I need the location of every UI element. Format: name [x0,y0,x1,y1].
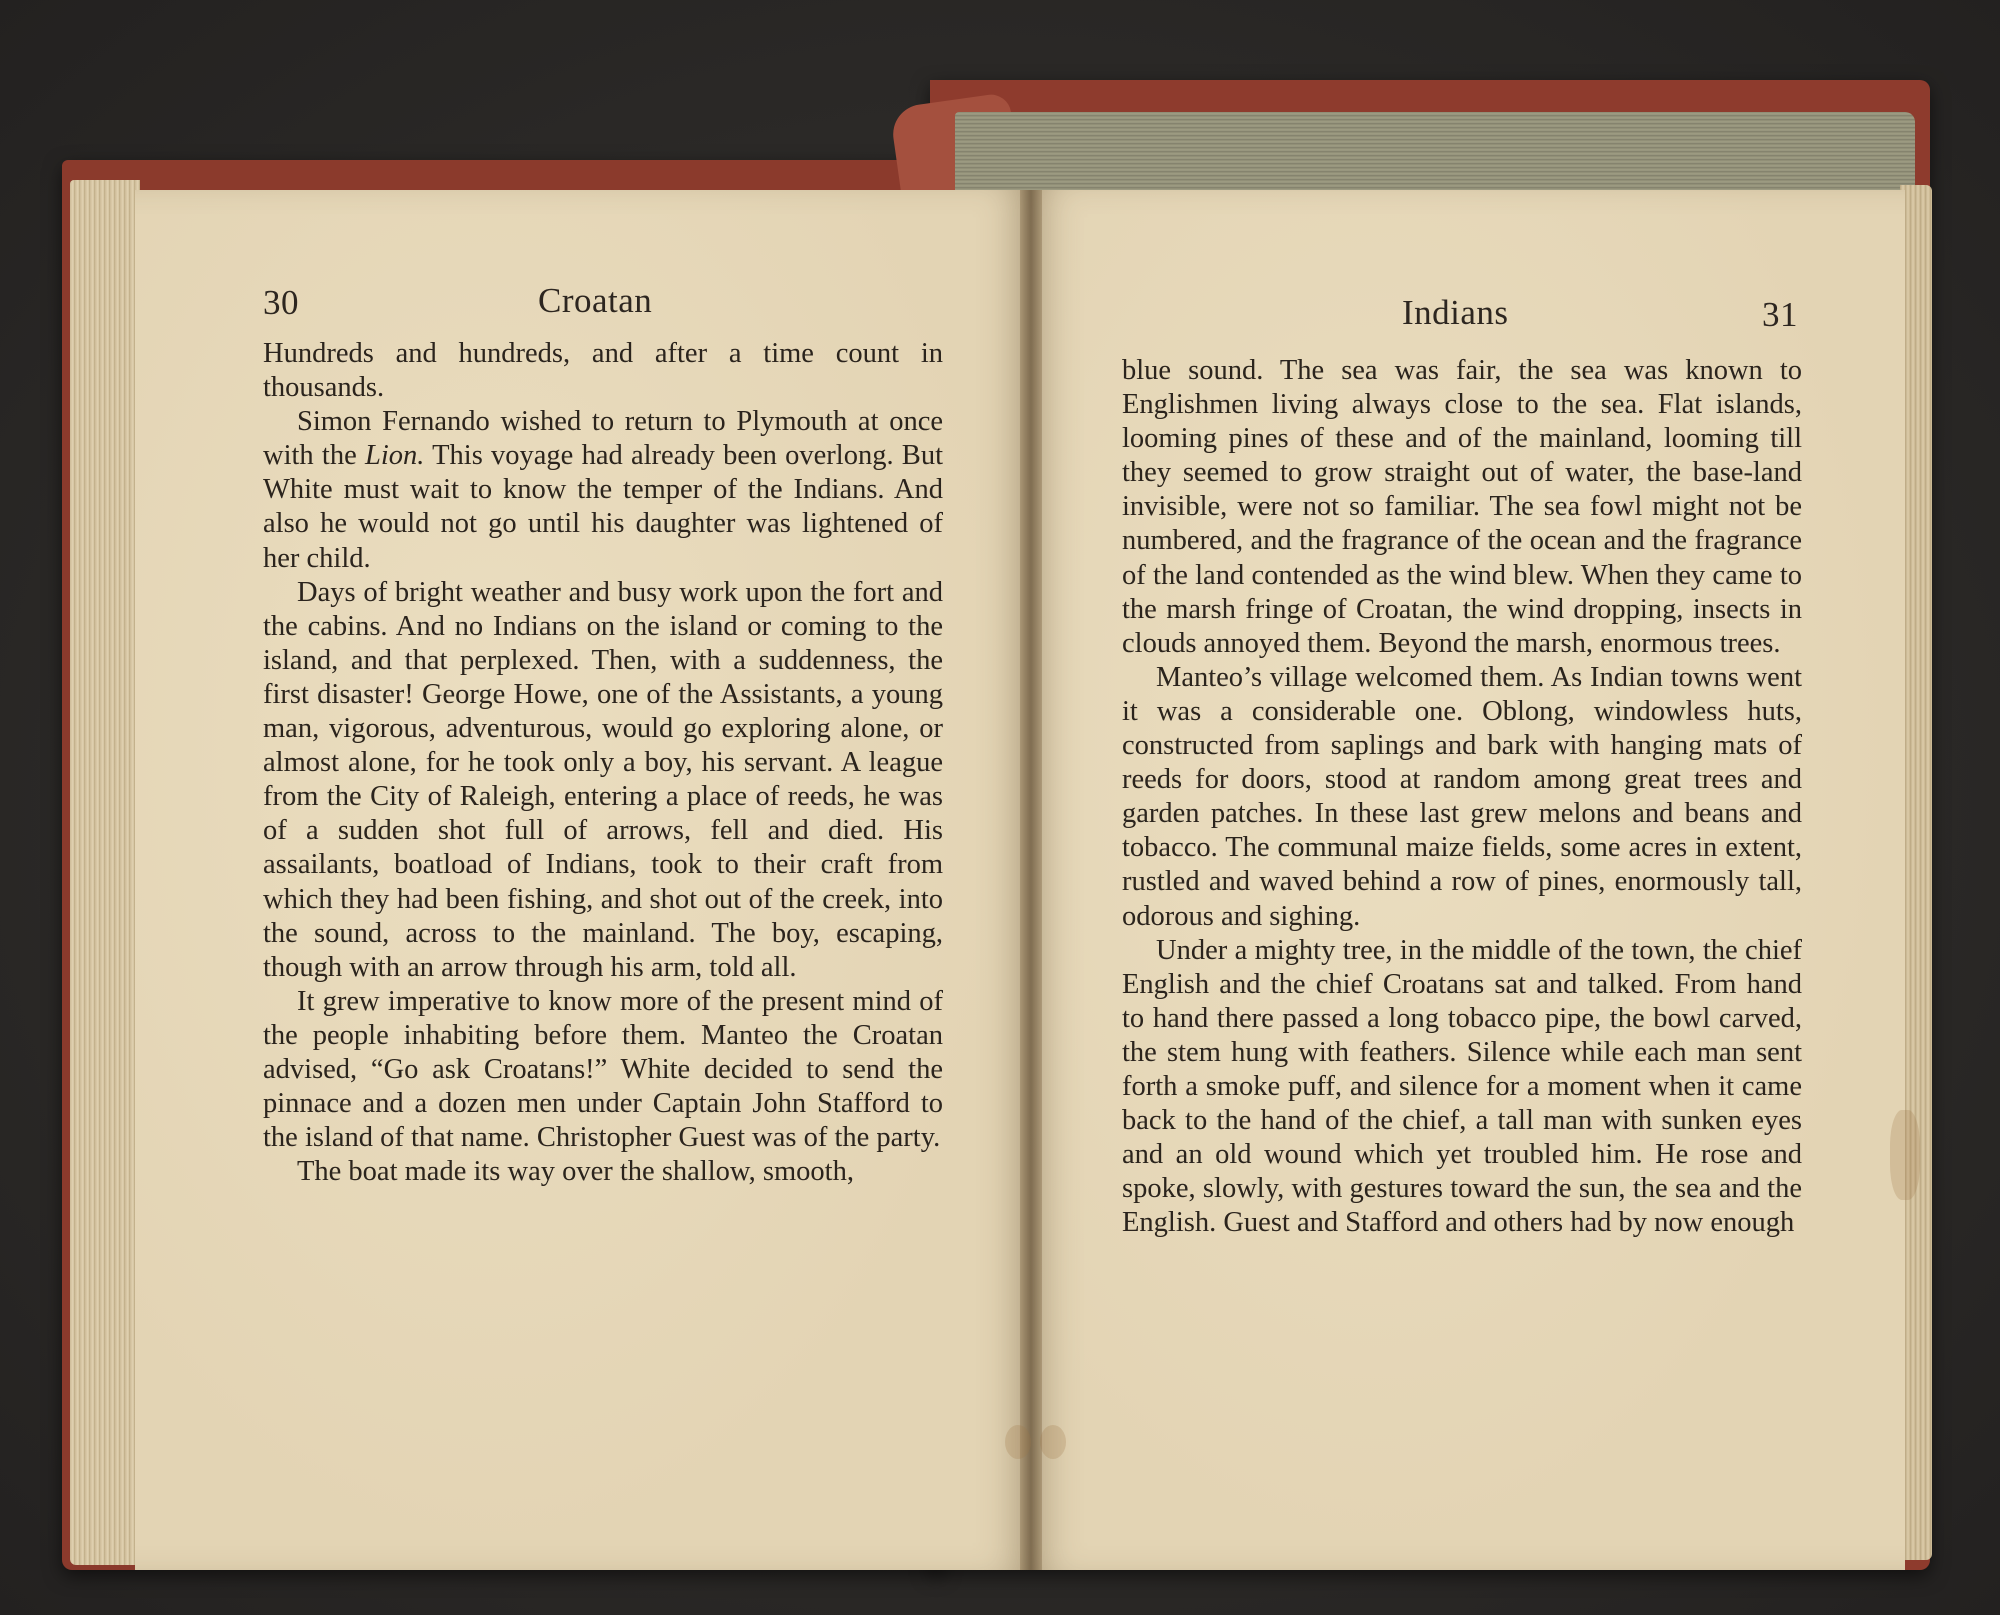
book-gutter [1020,190,1042,1570]
paragraph: blue sound. The sea was fair, the sea was known to Englishmen living always close to the sea. Flat islands, looming pines of these and of the mainland, looming till they seemed to grow straight out of water, the base-land invisible, were not so familiar. The sea fowl might not be numbered, and the fragrance of the ocean and the fragrance of the land contended as the wind blew. When they came to the marsh fringe of Croatan, the wind dropping, insects in clouds annoyed them. Beyond the marsh, enormous trees. [1122,355,1802,659]
paragraph: It grew imperative to know more of the present mind of the people inhabiting before them. Manteo the Croatan advised, “Go ask Croatans!” White decided to send the pinnace and a dozen men under Captain John Stafford to the island of that name. Christopher Guest was of the party. [263,985,943,1154]
paragraph: Under a mighty tree, in the middle of the town, the chief English and the chief Croatans sat and talked. From hand to hand there passed a long tobacco pipe, the bowl carved, the stem hung with feathers. Silence while each man sent forth a smoke puff, and silence for a moment when it came back to the hand of the chief, a tall man with sunken eyes and an old wound which yet troubled him. He rose and spoke, slowly, with gestures toward the sun, the sea and the English. Guest and Stafford and others had by now enough [1122,934,1802,1239]
right-page-text [1122,354,1802,1240]
page-edges-top [955,112,1915,192]
paragraph [263,405,943,575]
paragraph: The boat made its way over the shallow, smooth, [297,1156,854,1188]
paragraph-text: This voyage had already been overlong. But White must wait to know the temper of the Indians. And also he would not go until his daughter was lightened of her child. [263,440,943,574]
left-running-head: Croatan [538,281,653,320]
right-page-number: 31 [1762,295,1798,334]
page-stain [1890,1110,1920,1200]
page-stain [1005,1425,1031,1459]
paragraph: Manteo’s village welcomed them. As Indian towns went it was a considerable one. Oblong, windowless huts, constructed from saplings and bark with hanging mats of reeds for doors, stood at random among great trees and garden patches. In these last grew melons and beans and tobacco. The communal maize fields, some acres in extent, rustled and waved behind a row of pines, enormously tall, odorous and sighing. [1122,661,1802,932]
right-running-head: Indians [1402,293,1509,332]
page-edges-left [70,180,140,1565]
ship-name: Lion. [364,440,425,472]
paragraph: Hundreds and hundreds, and after a time count in thousands. [263,338,943,404]
left-page-number: 30 [263,283,299,322]
paragraph-text: Simon Fernando wished to return to Plymouth at once with the [263,406,943,472]
paragraph: Days of bright weather and busy work upon the fort and the cabins. And no Indians on the island or coming to the island, and that perplexed. Then, with a suddenness, the first disaster! George Howe, one of the Assistants, a young man, vigorous, adventurous, would go exploring alone, or almost alone, for he took only a boy, his servant. A league from the City of Raleigh, entering a place of reeds, he was of a sudden shot full of arrows, fell and died. His assailants, boatload of Indians, took to their craft from which they had been fishing, and shot out of the creek, into the sound, across to the mainland. The boy, escaping, though with an arrow through his arm, told all. [263,576,943,983]
left-page-text [263,337,943,1189]
page-stain [1040,1425,1066,1459]
